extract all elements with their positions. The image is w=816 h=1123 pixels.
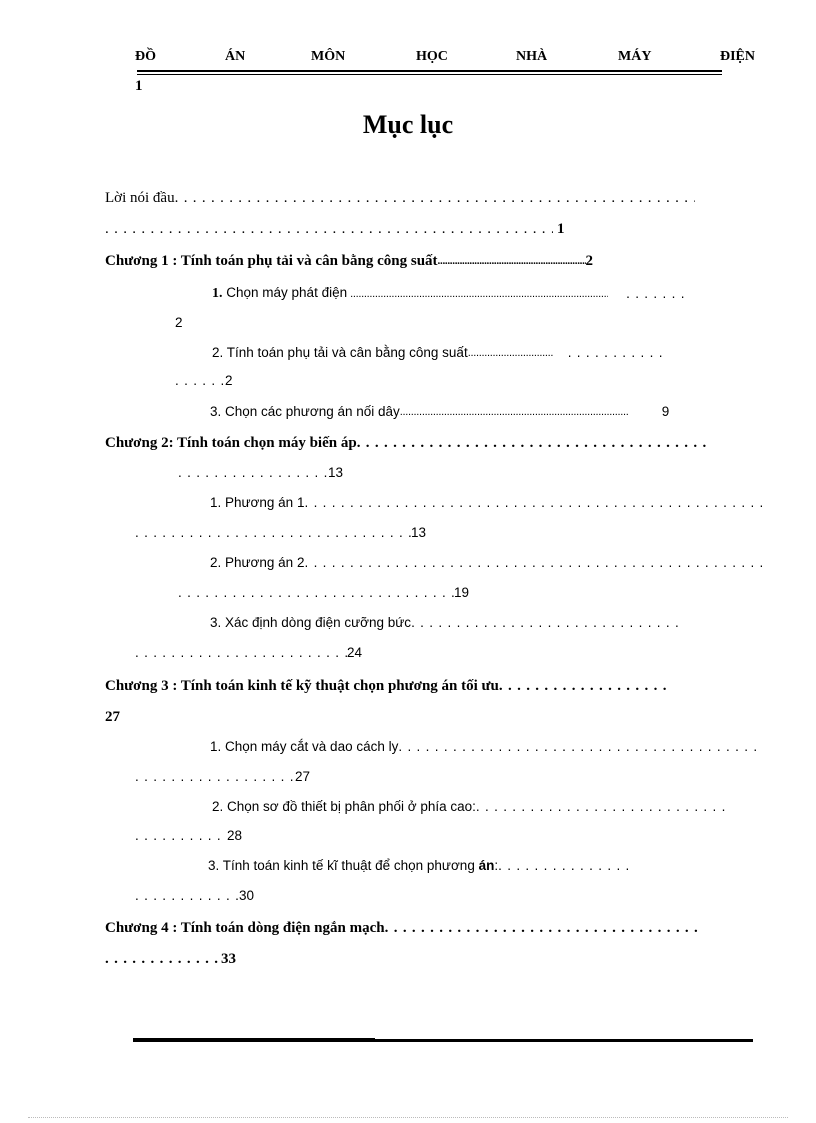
toc-label: 1. Phương án 1	[210, 495, 305, 510]
toc-label: Chương 3 : Tính toán kinh tế kỹ thuật chọn phương án tối ưu	[105, 678, 499, 694]
toc-leader	[178, 583, 454, 603]
toc-entry-preface	[105, 188, 720, 208]
toc-page-number: 28	[227, 828, 243, 843]
toc-page-number: 27	[295, 769, 311, 784]
toc-entry-3-2-cont	[135, 826, 285, 846]
toc-label: Chương 4 : Tính toán dòng điện ngắn mạch	[105, 920, 385, 936]
toc-leader	[350, 283, 608, 303]
toc-leader	[476, 797, 726, 817]
header-word: HỌC	[416, 49, 448, 64]
toc-label: 3. Xác định dòng điện cưỡng bức	[210, 615, 412, 630]
toc-label: Chọn máy phát điện	[226, 285, 348, 300]
toc-label: 2. Tính toán phụ tải và cân bằng công suất	[212, 345, 468, 360]
toc-entry-chapter-1	[105, 250, 705, 270]
toc-page-number: 2	[585, 253, 594, 269]
toc-page-number: 1	[557, 221, 565, 237]
toc-label: 3. Chọn các phương án nối dây	[210, 404, 400, 419]
toc-leader	[357, 433, 707, 453]
toc-entry-1-3	[210, 401, 720, 421]
toc-entry-3-1-cont	[135, 767, 355, 787]
toc-entry-1-2-cont	[175, 371, 295, 391]
toc-leader	[385, 918, 703, 938]
toc-number: 1.	[212, 286, 223, 301]
header-word: MÁY	[618, 49, 652, 64]
toc-entry-chapter-2-cont	[178, 463, 378, 483]
toc-leader	[499, 676, 669, 696]
footer-rule-right	[375, 1039, 753, 1042]
toc-page-number: 2	[175, 315, 183, 330]
toc-leader	[468, 342, 554, 362]
header-word: ĐỒ	[135, 49, 156, 64]
toc-page-number: 2	[225, 373, 233, 388]
toc-entry-chapter-3	[105, 676, 785, 696]
toc-entry-3-3-cont	[135, 886, 285, 906]
page-edge-dotted-line	[28, 1117, 788, 1118]
header-rule-thin	[137, 74, 722, 75]
toc-entry-chapter-4-cont	[105, 949, 265, 969]
toc-entry-preface-cont	[105, 219, 575, 239]
toc-page-number: 19	[454, 585, 470, 600]
toc-label-bold: án	[478, 858, 495, 873]
toc-leader	[411, 613, 681, 633]
toc-page-number: 30	[239, 888, 255, 903]
toc-page-number: 13	[328, 465, 344, 480]
toc-leader	[175, 371, 225, 391]
toc-leader	[105, 219, 553, 239]
header-word: MÔN	[311, 49, 346, 64]
toc-leader	[398, 737, 758, 757]
toc-entry-2-2-cont	[178, 583, 498, 603]
toc-entry-chapter-2	[105, 433, 785, 453]
toc-entry-1-1	[212, 283, 722, 303]
toc-leader	[135, 523, 411, 543]
toc-label-tail: :	[494, 858, 499, 873]
toc-label: 2. Chọn sơ đồ thiết bị phân phối ở phía cao:	[212, 799, 476, 814]
toc-entry-3-1	[210, 737, 785, 757]
toc-leader	[135, 643, 347, 663]
toc-page-number: 9	[661, 404, 670, 419]
toc-entry-2-1-cont	[135, 523, 455, 543]
toc-leader	[178, 463, 328, 483]
toc-leader	[626, 284, 688, 303]
toc-label: 3. Tính toán kinh tế kĩ thuật để chọn phương	[208, 858, 475, 873]
toc-label: Chương 1 : Tính toán phụ tải và cân bằng công suất	[105, 253, 438, 269]
toc-leader	[135, 886, 239, 906]
toc-leader	[304, 493, 764, 513]
header-word: NHÀ	[516, 49, 548, 64]
toc-leader	[105, 949, 221, 969]
toc-leader	[400, 401, 628, 421]
toc-leader	[304, 553, 764, 573]
toc-leader	[568, 343, 664, 362]
toc-label: Chương 2: Tính toán chọn máy biến áp	[105, 435, 357, 451]
toc-entry-chapter-4	[105, 918, 785, 938]
toc-entry-3-3	[208, 856, 708, 876]
toc-page-number: 13	[411, 525, 427, 540]
header-word: ÁN	[225, 49, 246, 64]
toc-leader	[175, 188, 695, 208]
toc-label: 2. Phương án 2	[210, 555, 305, 570]
toc-entry-3-2	[212, 797, 767, 817]
footer-rule-left	[133, 1038, 375, 1042]
toc-label: Lời nói đầu	[105, 190, 175, 206]
toc-leader	[135, 826, 227, 846]
toc-label: 1. Chọn máy cắt và dao cách ly	[210, 739, 399, 754]
toc-entry-2-3	[210, 613, 720, 633]
page-title: Mục lục	[362, 110, 454, 139]
header-rule-thick	[137, 70, 722, 72]
toc-entry-1-2	[212, 342, 722, 362]
toc-entry-chapter-3-page	[105, 707, 165, 727]
toc-entry-2-2	[210, 553, 785, 573]
toc-leader	[498, 856, 630, 876]
toc-page-number: 24	[347, 645, 363, 660]
toc-entry-2-3-cont	[135, 643, 395, 663]
toc-entry-2-1	[210, 493, 785, 513]
toc-entry-1-1-page	[175, 313, 215, 333]
header-word: ĐIỆN	[720, 49, 756, 64]
toc-leader	[135, 767, 295, 787]
toc-leader	[438, 250, 586, 270]
toc-page-number: 33	[221, 951, 236, 967]
header-page-number: 1	[135, 78, 143, 94]
toc-page-number: 27	[105, 709, 120, 725]
